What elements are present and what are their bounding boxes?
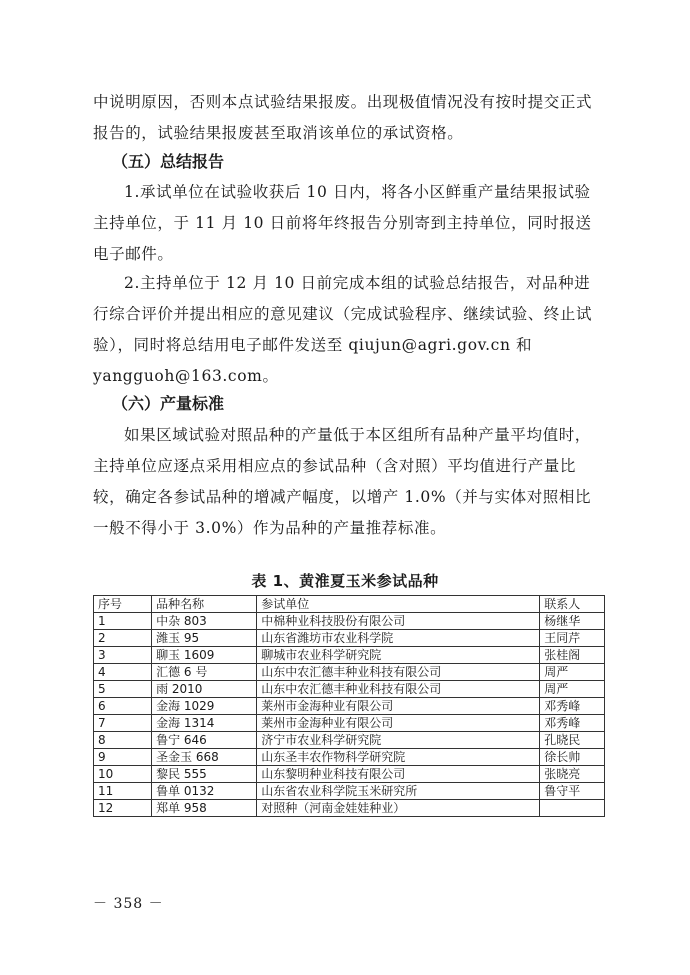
cell-contact [540, 800, 605, 817]
table-row [94, 613, 605, 630]
paragraph-yield-standard [93, 420, 613, 544]
cell-contact: 杨继华 [540, 613, 605, 630]
cell-unit: 济宁市农业科学研究院 [257, 732, 540, 749]
header-cell-unit: 参试单位 [257, 596, 540, 613]
trial-varieties-table [93, 595, 605, 817]
cell-variety: 金海 1029 [152, 698, 257, 715]
cell-variety: 郑单 958 [152, 800, 257, 817]
table-row [94, 783, 605, 800]
cell-unit: 聊城市农业科学研究院 [257, 647, 540, 664]
cell-unit: 山东中农汇德丰种业科技有限公司 [257, 681, 540, 698]
cell-variety: 鲁宁 646 [152, 732, 257, 749]
cell-contact: 孔晓民 [540, 732, 605, 749]
cell-number: 4 [94, 664, 152, 681]
cell-variety: 汇德 6 号 [152, 664, 257, 681]
text-line: 一般不得小于 3.0%）作为品种的产量推荐标准。 [93, 519, 447, 537]
text-line: 主持单位应逐点采用相应点的参试品种（含对照）平均值进行产量比 [93, 457, 577, 475]
cell-number: 11 [94, 783, 152, 800]
cell-contact: 邓秀峰 [540, 715, 605, 732]
header-cell-variety: 品种名称 [152, 596, 257, 613]
cell-unit: 莱州市金海种业有限公司 [257, 715, 540, 732]
text-line: 中说明原因，否则本点试验结果报废。出现极值情况没有按时提交正式 [93, 93, 593, 111]
cell-contact: 张桂阁 [540, 647, 605, 664]
table-row [94, 681, 605, 698]
cell-number: 7 [94, 715, 152, 732]
paragraph-summary-2 [93, 268, 613, 392]
header-cell-contact: 联系人 [540, 596, 605, 613]
page-number: － 358 － [93, 896, 164, 912]
paragraph-summary-1 [93, 177, 613, 270]
cell-variety: 雨 2010 [152, 681, 257, 698]
cell-contact: 张晓亮 [540, 766, 605, 783]
section-heading-summary-report: （五）总结报告 [112, 152, 225, 171]
cell-number: 10 [94, 766, 152, 783]
table-row [94, 732, 605, 749]
table-row [94, 800, 605, 817]
cell-variety: 潍玉 95 [152, 630, 257, 647]
text-line: 报告的，试验结果报废甚至取消该单位的承试资格。 [93, 124, 464, 142]
cell-unit: 山东圣丰农作物科学研究院 [257, 749, 540, 766]
table-row [94, 698, 605, 715]
text-line: 电子邮件。 [93, 245, 174, 263]
text-line: 验），同时将总结用电子邮件发送至 qiujun@agri.gov.cn 和 [93, 336, 533, 354]
cell-number: 9 [94, 749, 152, 766]
table-row [94, 647, 605, 664]
cell-unit: 山东中农汇德丰种业科技有限公司 [257, 664, 540, 681]
table-row [94, 715, 605, 732]
cell-unit: 山东省农业科学院玉米研究所 [257, 783, 540, 800]
cell-variety: 圣金玉 668 [152, 749, 257, 766]
cell-unit: 莱州市金海种业有限公司 [257, 698, 540, 715]
table-row [94, 766, 605, 783]
cell-contact: 徐长帅 [540, 749, 605, 766]
cell-variety: 金海 1314 [152, 715, 257, 732]
cell-number: 3 [94, 647, 152, 664]
table-row [94, 630, 605, 647]
table-row [94, 749, 605, 766]
cell-number: 6 [94, 698, 152, 715]
cell-number: 2 [94, 630, 152, 647]
table-caption: 表 1、黄淮夏玉米参试品种 [251, 572, 439, 590]
cell-variety: 中杂 803 [152, 613, 257, 630]
cell-number: 8 [94, 732, 152, 749]
text-line: 2.主持单位于 12 月 10 日前完成本组的试验总结报告，对品种进 [124, 274, 591, 292]
cell-unit: 对照种（河南金娃娃种业） [257, 800, 540, 817]
table-header-row [94, 596, 605, 613]
cell-unit: 山东黎明种业科技有限公司 [257, 766, 540, 783]
cell-contact: 周严 [540, 664, 605, 681]
header-cell-number: 序号 [94, 596, 152, 613]
cell-number: 1 [94, 613, 152, 630]
text-line: yangguoh@163.com。 [93, 367, 279, 385]
paragraph-result-rules [93, 87, 613, 149]
cell-contact: 鲁守平 [540, 783, 605, 800]
cell-unit: 山东省潍坊市农业科学院 [257, 630, 540, 647]
cell-variety: 鲁单 0132 [152, 783, 257, 800]
table-body [94, 613, 605, 817]
section-heading-yield-standard: （六）产量标准 [112, 394, 225, 413]
text-line: 行综合评价并提出相应的意见建议（完成试验程序、继续试验、终止试 [93, 305, 593, 323]
cell-number: 5 [94, 681, 152, 698]
cell-variety: 聊玉 1609 [152, 647, 257, 664]
text-line: 较，确定各参试品种的增减产幅度，以增产 1.0%（并与实体对照相比 [93, 488, 592, 506]
table-row [94, 664, 605, 681]
cell-variety: 黎民 555 [152, 766, 257, 783]
cell-number: 12 [94, 800, 152, 817]
cell-contact: 王同芹 [540, 630, 605, 647]
cell-contact: 邓秀峰 [540, 698, 605, 715]
text-line: 1.承试单位在试验收获后 10 日内，将各小区鲜重产量结果报试验 [124, 183, 591, 201]
cell-contact: 周严 [540, 681, 605, 698]
cell-unit: 中棉种业科技股份有限公司 [257, 613, 540, 630]
text-line: 主持单位，于 11 月 10 日前将年终报告分别寄到主持单位，同时报送 [93, 214, 592, 232]
text-line: 如果区域试验对照品种的产量低于本区组所有品种产量平均值时， [124, 426, 591, 444]
